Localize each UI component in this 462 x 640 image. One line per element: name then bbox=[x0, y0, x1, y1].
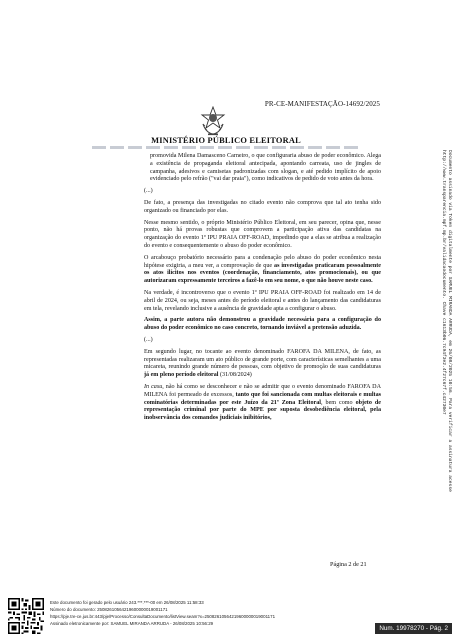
paragraph-8 bbox=[144, 384, 381, 423]
paragraph-5: Na verdade, é incontroverso que o evento 1º IPU PRAIA OFF-ROAD foi realizado em 14 de abril de 2024, ou seja, meses antes do período eleitoral e antes do lançamento das candidaturas em tela, revelando inclusive a ausência de gravidade apta a configurar o abuso. bbox=[144, 289, 381, 312]
signature-line-1: Documento assinado via Token digitalmente por SAMUEL MIRANDA ARRUDA, em 26/08/2025 10:56. Para verificar a assinatura acesse bbox=[447, 150, 452, 492]
ellipsis-1: (...) bbox=[144, 188, 153, 195]
paragraph-8-emphasis-2: objeto de representação criminal por parte do MPE por suposta desobediência eleitoral, pela inobservância dos comandos judiciais inibitórios, bbox=[144, 399, 381, 422]
paragraph-7-emphasis: já em pleno período eleitoral bbox=[144, 372, 219, 379]
paragraph-7-text: Em segundo lugar, no tocante ao evento denominado FAROFA DA MILENA, de fato, as representadas realizaram um ato público de grande porte, com características semelhantes a uma micareta, reunindo grande número de pessoas, com objetivo de promoção de suas candidaturas bbox=[144, 348, 381, 371]
qr-code-icon[interactable] bbox=[8, 598, 44, 634]
footer-signed-by: Assinado eletronicamente por: SAMUEL MIRANDA ARRUDA - 26/08/2025 10:56:29 bbox=[50, 621, 214, 626]
footer-document-number: Número do documento: 25082610564219600000019001171 bbox=[50, 607, 168, 612]
organization-name: MINISTÉRIO PÚBLICO ELEITORAL bbox=[151, 136, 301, 145]
paragraph-6: Assim, a parte autora não demonstrou a gravidade necessária para a configuração do abuso do poder econômico no caso concreto, tornando inviável a pretensão aduzida. bbox=[144, 317, 381, 332]
paragraph-1: promovida Milena Damasceno Carneiro, o que configuraria abuso de poder econômico. Alega a existência de propaganda eleitoral antecipada, apontando carreata, uso de jingles de campanha, adesivos e camisetas padronizadas com slogan, e até pedido implícito de apoio evidenciado pelo refrão ("vai dar praia"), como indicativos de pedido de voto antes da hora. bbox=[150, 153, 381, 183]
brasao-republica-icon bbox=[200, 106, 226, 136]
paragraph-8-emphasis-1: tanto que foi sancionada com multas eleitorais e multas cominatórias determinadas por este Juízo da 21ª Zona Eleitoral bbox=[144, 391, 381, 406]
page-number: Página 2 de 21 bbox=[330, 561, 367, 568]
ellipsis-2: (...) bbox=[144, 336, 153, 343]
document-reference: PR-CE-MANIFESTAÇÃO-14692/2025 bbox=[264, 100, 380, 108]
paragraph-7 bbox=[144, 349, 381, 380]
footer-url-link[interactable]: https://pje.tre-ce.jus.br:443/pje/Processo/ConsultaDocumento/listView.seam?x=25082610564219600000019001171 bbox=[50, 614, 276, 619]
footer-info bbox=[50, 599, 275, 627]
document-body bbox=[144, 153, 381, 427]
document-footer bbox=[8, 598, 454, 636]
paragraph-8-text: , não há como se desconhecer e não se admitir que o evento denominado FAROFA DA MILENA foi permeado de excessos, bbox=[144, 383, 381, 398]
signature-side-text bbox=[418, 150, 452, 580]
paragraph-7-date: (31/08/2024) bbox=[218, 372, 252, 379]
paragraph-2: De fato, a presença das investigadas no citado evento não comprova que tal ato tenha sido organizado ou financiado por elas. bbox=[144, 199, 381, 214]
document-number-badge: Num. 19978270 - Pág. 2 bbox=[375, 623, 452, 634]
signature-line-2[interactable]: http://www.transparencia.mpf.mp.br/validacaodocumento. Chave c1613b06.7c94f3e2.4f27c67f.c42730e7 bbox=[441, 150, 447, 415]
paragraph-4 bbox=[144, 255, 381, 286]
paragraph-3: Nesse mesmo sentido, o próprio Ministério Público Eleitoral, em seu parecer, opina que, nesse ponto, não há provas robustas que comprovem a participação ativa das candidatas na organização do evento 1º IPU PRAIA OFF-ROAD, impedindo que a elas se atribua a realização do evento e consequentemente o abuso do poder econômico. bbox=[144, 219, 381, 249]
paragraph-8-text-2: , bem como bbox=[320, 399, 356, 406]
paragraph-8-latin: In casu bbox=[144, 383, 163, 390]
paragraph-4-emphasis: as investigadas praticaram pessoalmente os atos ilícitos nos eventos (coordenação, financiamento, atos promocionais), ou que autorizaram expressamente terceiros a fazê-lo em seu nome, o que não houve neste caso. bbox=[144, 262, 381, 285]
header-divider bbox=[92, 146, 362, 149]
footer-generated-by: Este documento foi gerado pelo usuário 243.***.***-00 em 26/08/2025 11:58:33 bbox=[50, 600, 204, 605]
paragraph-4-text: O arcabouço probatório necessário para a condenação pelo abuso do poder econômico nesta hipótese exigiria, a meu ver, a comprovação de que bbox=[144, 254, 381, 269]
